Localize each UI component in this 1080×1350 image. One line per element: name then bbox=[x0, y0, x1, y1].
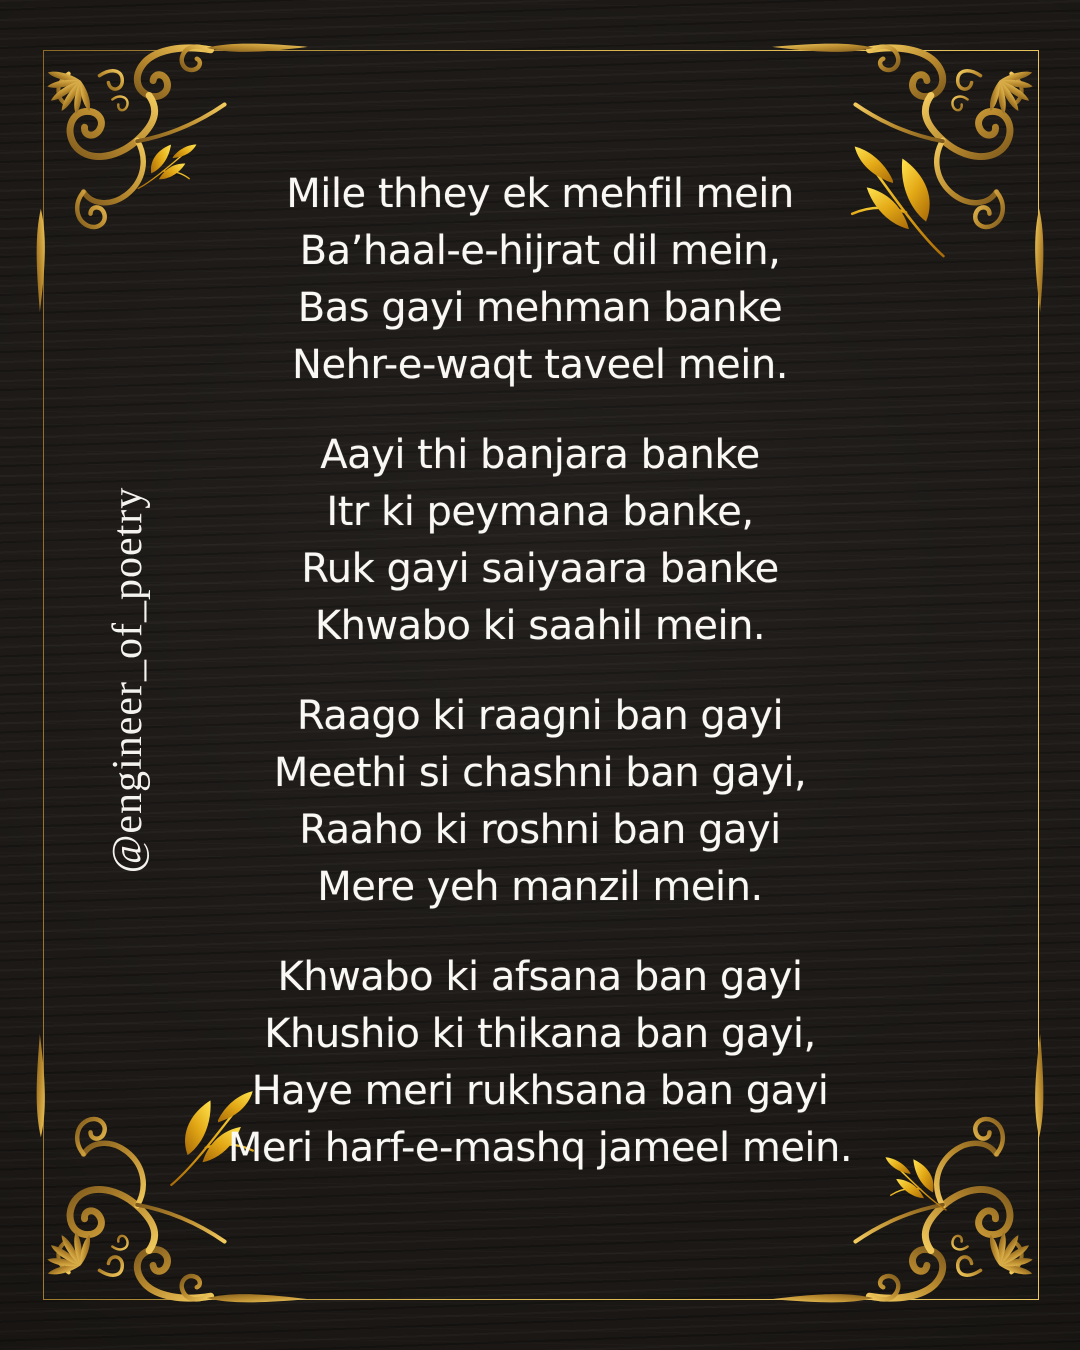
poem-line: Bas gayi mehman banke bbox=[297, 285, 783, 331]
stanza-1 bbox=[0, 166, 1080, 394]
stanza-2 bbox=[0, 427, 1080, 655]
poem-line: Ruk gayi saiyaara banke bbox=[301, 546, 779, 592]
poem-line: Aayi thi banjara banke bbox=[320, 432, 760, 478]
poem-line: Meethi si chashni ban gayi, bbox=[273, 750, 807, 796]
poem-line: Khwabo ki saahil mein. bbox=[314, 603, 766, 649]
poem-line: Itr ki peymana banke, bbox=[326, 489, 754, 535]
stanza-3 bbox=[0, 688, 1080, 916]
poem-line: Raago ki raagni ban gayi bbox=[296, 693, 784, 739]
stanza-4 bbox=[0, 949, 1080, 1177]
poem-line: Nehr-e-waqt taveel mein. bbox=[292, 342, 788, 388]
poem-line: Mile thhey ek mehfil mein bbox=[286, 171, 794, 217]
poem-line: Khushio ki thikana ban gayi, bbox=[264, 1011, 816, 1057]
poem-line: Haye meri rukhsana ban gayi bbox=[251, 1068, 829, 1114]
watermark-handle: @engineer_of_poetry bbox=[105, 486, 151, 874]
poem-line: Meri harf-e-mashq jameel mein. bbox=[227, 1125, 853, 1171]
poem-line: Khwabo ki afsana ban gayi bbox=[277, 954, 803, 1000]
poem-line: Raaho ki roshni ban gayi bbox=[299, 807, 781, 853]
poem-body bbox=[0, 166, 1080, 1177]
poem-line: Mere yeh manzil mein. bbox=[317, 864, 763, 910]
poem-line: Ba’haal-e-hijrat dil mein, bbox=[299, 228, 781, 274]
